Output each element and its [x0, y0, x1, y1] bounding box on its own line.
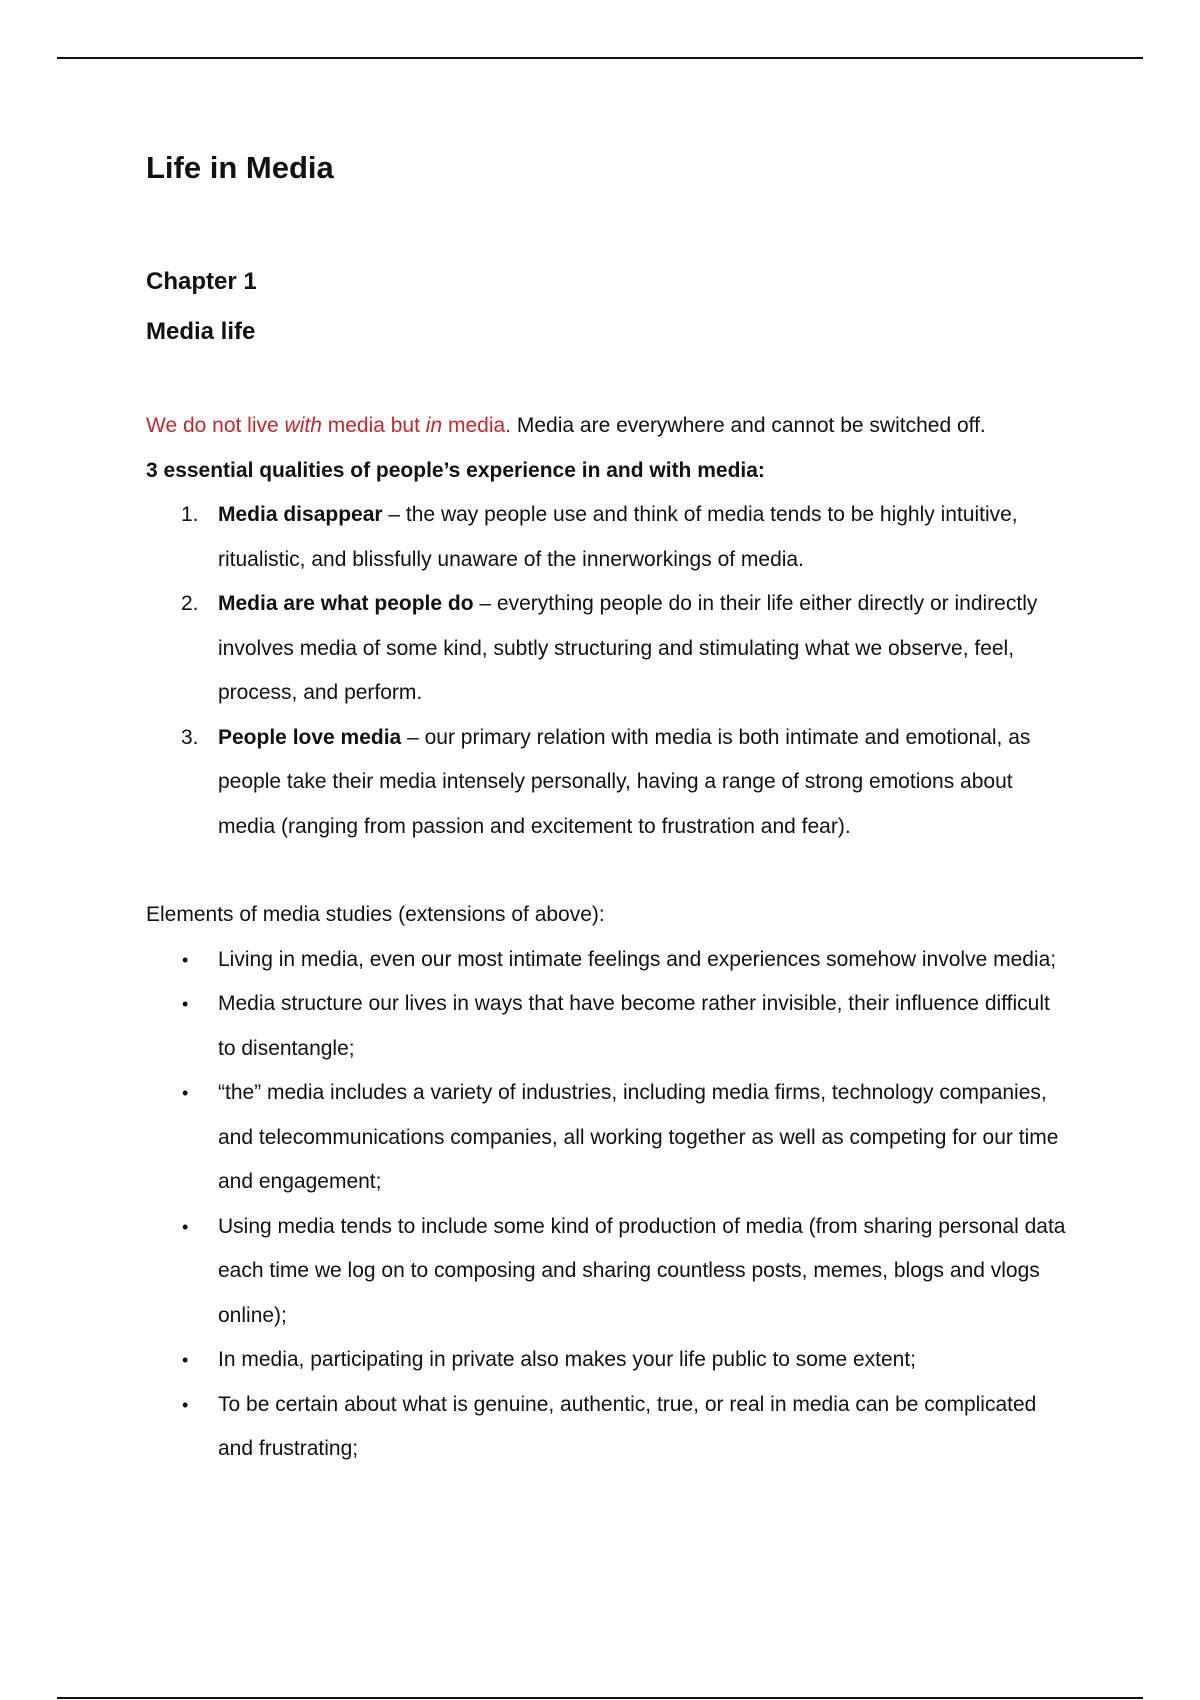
intro-rest: Media are everywhere and cannot be switched off. — [511, 414, 986, 437]
intro-highlight: We do not live with media but in media. — [146, 414, 512, 437]
list-item: • Using media tends to include some kind of production of media (from sharing personal data each time we log on to composing and sharing countless posts, memes, blogs and vlogs online); — [146, 1205, 1066, 1339]
list-item — [146, 493, 1066, 582]
quality-term: Media disappear — [218, 503, 383, 526]
header-rule — [57, 57, 1143, 59]
bullet-icon: • — [182, 1394, 189, 1415]
list-item — [146, 582, 1066, 716]
document-title: Life in Media — [146, 150, 334, 185]
qualities-list — [146, 493, 1066, 849]
qualities-heading: 3 essential qualities of people’s experience in and with media: — [146, 458, 765, 482]
elements-block — [146, 893, 1066, 1472]
list-number: 3. — [181, 725, 199, 749]
quality-term: Media are what people do — [218, 592, 474, 615]
list-item — [146, 716, 1066, 850]
quality-text: – everything people do in their life either directly or indirectly involves media of some kind, subtly structuring and stimulating what we observe, feel, process, and perform. — [218, 592, 1038, 704]
elements-list — [146, 938, 1066, 1472]
list-number: 2. — [181, 592, 199, 615]
bullet-icon: • — [182, 994, 189, 1014]
list-item: • In media, participating in private also makes your life public to some extent; — [146, 1338, 1066, 1383]
footer-rule — [57, 1697, 1143, 1699]
quality-term: People love media — [218, 725, 402, 749]
bullet-icon: • — [182, 1083, 189, 1103]
list-item: • Living in media, even our most intimate feelings and experiences somehow involve media; — [146, 938, 1066, 983]
section-heading: Media life — [146, 318, 256, 345]
list-item: • “the” media includes a variety of industries, including media firms, technology companies, and telecommunications companies, all working together as well as competing for our time and engagement; — [146, 1071, 1066, 1205]
intro-paragraph — [146, 404, 1066, 449]
quality-text: – our primary relation with media is both intimate and emotional, as people take their media intensely personally, having a range of strong emotions about media (ranging from passion and excitement to frustration and fear). — [218, 725, 1031, 838]
list-item: • Media structure our lives in ways that have become rather invisible, their influence difficult to disentangle; — [146, 982, 1066, 1071]
bullet-icon: • — [182, 1216, 189, 1237]
list-number: 1. — [181, 503, 199, 526]
elements-heading: Elements of media studies (extensions of above): — [146, 903, 605, 926]
list-item: • To be certain about what is genuine, authentic, true, or real in media can be complicated and frustrating; — [146, 1383, 1066, 1472]
intro-block — [146, 404, 1066, 849]
bullet-icon: • — [182, 1350, 189, 1370]
chapter-heading: Chapter 1 — [146, 268, 257, 295]
bullet-icon: • — [182, 949, 189, 970]
quality-text: – the way people use and think of media tends to be highly intuitive, ritualistic, and blissfully unaware of the innerworkings of media. — [218, 503, 1018, 571]
